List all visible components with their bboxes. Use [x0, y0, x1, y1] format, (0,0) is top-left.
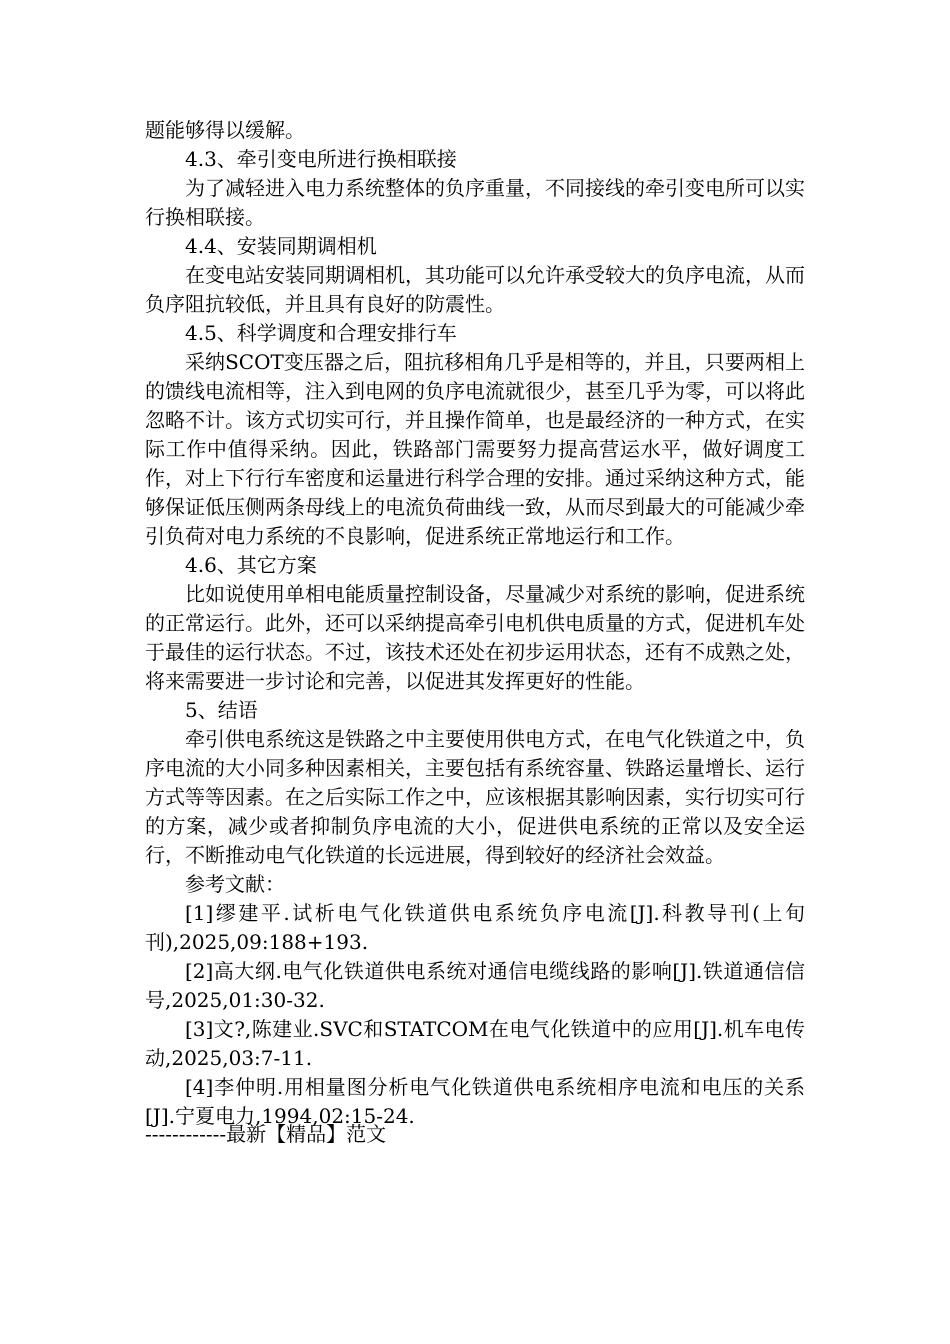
section-paragraph-5: 牵引供电系统这是铁路之中主要使用供电方式，在电气化铁道之中，负序电流的大小同多种因素相关，主要包括有系统容量、铁路运量增长、运行方式等等因素。在之后实际工作之中，应该根据其影响因素，实行切实可行的方案，减少或者抑制负序电流的大小，促进供电系统的正常以及安全运行，不断推动电气化铁道的长远进展，得到较好的经济社会效益。: [145, 727, 805, 867]
reference-item: [3]文?,陈建业.SVC和STATCOM在电气化铁道中的应用[J].机车电传动,2025,03:7-11.: [145, 1017, 805, 1070]
section-heading-4-5: 4.5、科学调度和合理安排行车: [185, 321, 457, 345]
reference-item: [1]缪建平.试析电气化铁道供电系统负序电流[J].科教导刊(上旬刊),2025,09:188+193.: [145, 901, 805, 954]
section-heading-5: 5、结语: [185, 698, 258, 722]
continuation-paragraph: 题能够得以缓解。: [145, 118, 305, 142]
section-paragraph-4-5: 采纳SCOT变压器之后，阻抗移相角几乎是相等的，并且，只要两相上的馈线电流相等，注入到电网的负序电流就很少，甚至几乎为零，可以将此忽略不计。该方式切实可行，并且操作简单，也是最经济的一种方式，在实际工作中值得采纳。因此，铁路部门需要努力提高营运水平，做好调度工作，对上下行行车密度和运量进行科学合理的安排。通过采纳这种方式，能够保证低压侧两条母线上的电流负荷曲线一致，从而尽到最大的可能减少牵引负荷对电力系统的不良影响，促进系统正常地运行和工作。: [145, 350, 805, 548]
footer-text: ------------最新【精品】范文: [145, 1122, 387, 1146]
references-heading: 参考文献：: [185, 872, 285, 896]
section-heading-4-4: 4.4、安装同期调相机: [185, 234, 377, 258]
document-body: [145, 116, 805, 1131]
section-heading-4-3: 4.3、牵引变电所进行换相联接: [185, 147, 457, 171]
section-paragraph-4-6: 比如说使用单相电能质量控制设备，尽量减少对系统的影响，促进系统的正常运行。此外，还可以采纳提高牵引电机供电质量的方式，促进机车处于最佳的运行状态。不过，该技术还处在初步运用状态，还有不成熟之处，将来需要进一步讨论和完善，以促进其发挥更好的性能。: [145, 582, 805, 693]
section-heading-4-6: 4.6、其它方案: [185, 553, 317, 577]
reference-item: [4]李仲明.用相量图分析电气化铁道供电系统相序电流和电压的关系[J].宁夏电力,1994,02:15-24.: [145, 1075, 805, 1128]
section-paragraph-4-4: 在变电站安装同期调相机，其功能可以允许承受较大的负序电流，从而负序阻抗较低，并且具有良好的防震性。: [145, 263, 805, 316]
reference-item: [2]高大纲.电气化铁道供电系统对通信电缆线路的影响[J].铁道通信信号,2025,01:30-32.: [145, 959, 805, 1012]
section-paragraph-4-3: 为了减轻进入电力系统整体的负序重量，不同接线的牵引变电所可以实行换相联接。: [145, 176, 805, 229]
